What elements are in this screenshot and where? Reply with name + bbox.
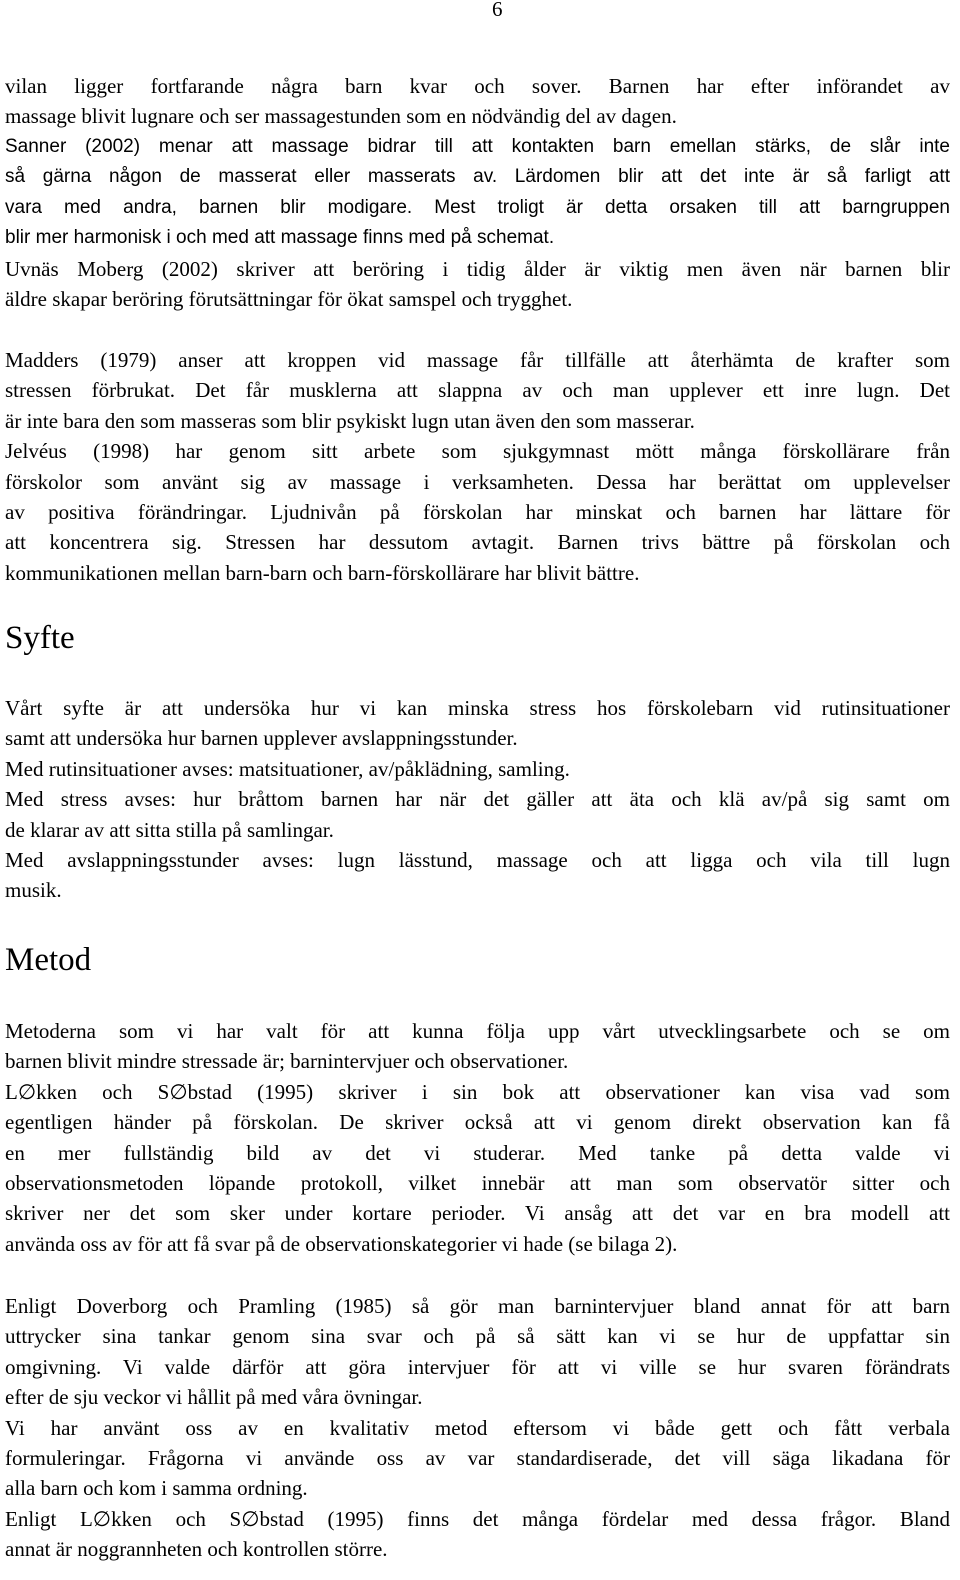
text-line: äldre skapar beröring förutsättningar för ökat samspel och trygghet. xyxy=(5,287,573,312)
text-line: använda oss av för att få svar på de observationskategorier vi hade (se bilaga 2). xyxy=(5,1231,678,1256)
text-line: Vårt syfte är att undersöka hur vi kan minska stress hos förskolebarn vid rutinsituationer xyxy=(5,696,950,720)
text-line: Enligt Doverborg och Pramling (1985) så gör man barnintervjuer bland annat för att barn xyxy=(5,1294,950,1318)
text-line: Metoderna som vi har valt för att kunna följa upp vårt utvecklingsarbete och se om xyxy=(5,1019,950,1043)
text-line: Med rutinsituationer avses: matsituationer, av/påklädning, samling. xyxy=(5,756,570,781)
text-line: alla barn och kom i samma ordning. xyxy=(5,1476,308,1501)
text-line: annat är noggrannheten och kontrollen större. xyxy=(5,1537,388,1562)
text-line: Enligt L∅kken och S∅bstad (1995) finns det många fördelar med dessa frågor. Bland xyxy=(5,1506,950,1531)
text-line: Uvnäs Moberg (2002) skriver att beröring i tidig ålder är viktig men även när barnen blir xyxy=(5,257,950,281)
text-line: Jelvéus (1998) har genom sitt arbete som sjukgymnast mött många förskollärare från xyxy=(5,439,950,464)
text-line: Sanner (2002) menar att massage bidrar till att kontakten barn emellan stärks, de slår inte xyxy=(5,136,950,157)
text-line: vara med andra, barnen blir modigare. Mest troligt är detta orsaken till att barngruppen xyxy=(5,196,950,218)
paragraph-intro xyxy=(5,71,950,132)
text-line: kommunikationen mellan barn-barn och barn-förskollärare har blivit bättre. xyxy=(5,560,640,585)
text-line: de klarar av att sitta stilla på samlingar. xyxy=(5,817,334,842)
text-line: Med avslappningsstunder avses: lugn lässtund, massage och att ligga och vila till lugn xyxy=(5,847,950,872)
text-line: stressen förbrukat. Det får musklerna att slappna av och man upplever ett inre lugn. Det xyxy=(5,378,950,403)
text-line: efter de sju veckor vi hållit på med våra övningar. xyxy=(5,1385,423,1410)
text-line: skriver ner det som sker under kortare perioder. Vi ansåg att det var en bra modell att xyxy=(5,1201,950,1226)
page-number: 6 xyxy=(492,0,503,21)
text-line: observationsmetoden löpande protokoll, vilket innebär att man som observatör sitter och xyxy=(5,1170,950,1195)
text-line: musik. xyxy=(5,878,62,903)
text-line: blir mer harmonisk i och med att massage finns med på schemat. xyxy=(5,227,555,249)
paragraph-uvnas-moberg xyxy=(5,254,950,315)
heading-syfte: Syfte xyxy=(5,620,75,656)
text-line: Madders (1979) anser att kroppen vid massage får tillfälle att återhämta de krafter som xyxy=(5,348,950,372)
text-line: massage blivit lugnare och ser massagestunden som en nödvändig del av dagen. xyxy=(5,104,677,129)
text-line: Vi har använt oss av en kvalitativ metod eftersom vi både gett och fått verbala xyxy=(5,1415,950,1440)
heading-metod: Metod xyxy=(5,942,92,978)
text-line: vilan ligger fortfarande några barn kvar och sover. Barnen har efter införandet av xyxy=(5,74,950,98)
text-line: uttrycker sina tankar genom sina svar och på så sätt kan vi se hur de uppfattar sin xyxy=(5,1324,950,1349)
text-line: L∅kken och S∅bstad (1995) skriver i sin bok att observationer kan visa vad som xyxy=(5,1079,950,1104)
text-line: Med stress avses: hur bråttom barnen har när det gäller att äta och klä av/på sig samt om xyxy=(5,787,950,812)
text-line: så gärna någon de masserat eller masserats av. Lärdomen blir att det inte är så farligt att xyxy=(5,166,950,188)
text-line: av positiva förändringar. Ljudnivån på förskolan har minskat och barnen har lättare för xyxy=(5,499,950,524)
text-line: en mer fullständig bild av det vi studerar. Med tanke på detta valde vi xyxy=(5,1140,950,1165)
text-line: omgivning. Vi valde därför att göra intervjuer för att vi ville se hur svaren förändrats xyxy=(5,1354,950,1379)
paragraph-madders-jelveus xyxy=(5,345,950,588)
text-line: samt att undersöka hur barnen upplever avslappningsstunder. xyxy=(5,726,518,751)
text-line: att koncentrera sig. Stressen har dessutom avtagit. Barnen trivs bättre på förskolan och xyxy=(5,530,950,555)
paragraph-metod xyxy=(5,1016,950,1259)
paragraph-syfte xyxy=(5,693,950,906)
paragraph-sanner xyxy=(5,132,950,254)
text-line: barnen blivit mindre stressade är; barnintervjuer och observationer. xyxy=(5,1049,569,1074)
text-line: formuleringar. Frågorna vi använde oss av var standardiserade, det vill säga likadana för xyxy=(5,1445,950,1470)
text-line: egentligen händer på förskolan. De skriver också att vi genom direkt observation kan få xyxy=(5,1110,950,1135)
text-line: förskolor som använt sig av massage i verksamheten. Dessa har berättat om upplevelser xyxy=(5,469,950,494)
text-line: är inte bara den som masseras som blir psykiskt lugn utan även den som masserar. xyxy=(5,408,695,433)
paragraph-intervjuer xyxy=(5,1291,950,1565)
